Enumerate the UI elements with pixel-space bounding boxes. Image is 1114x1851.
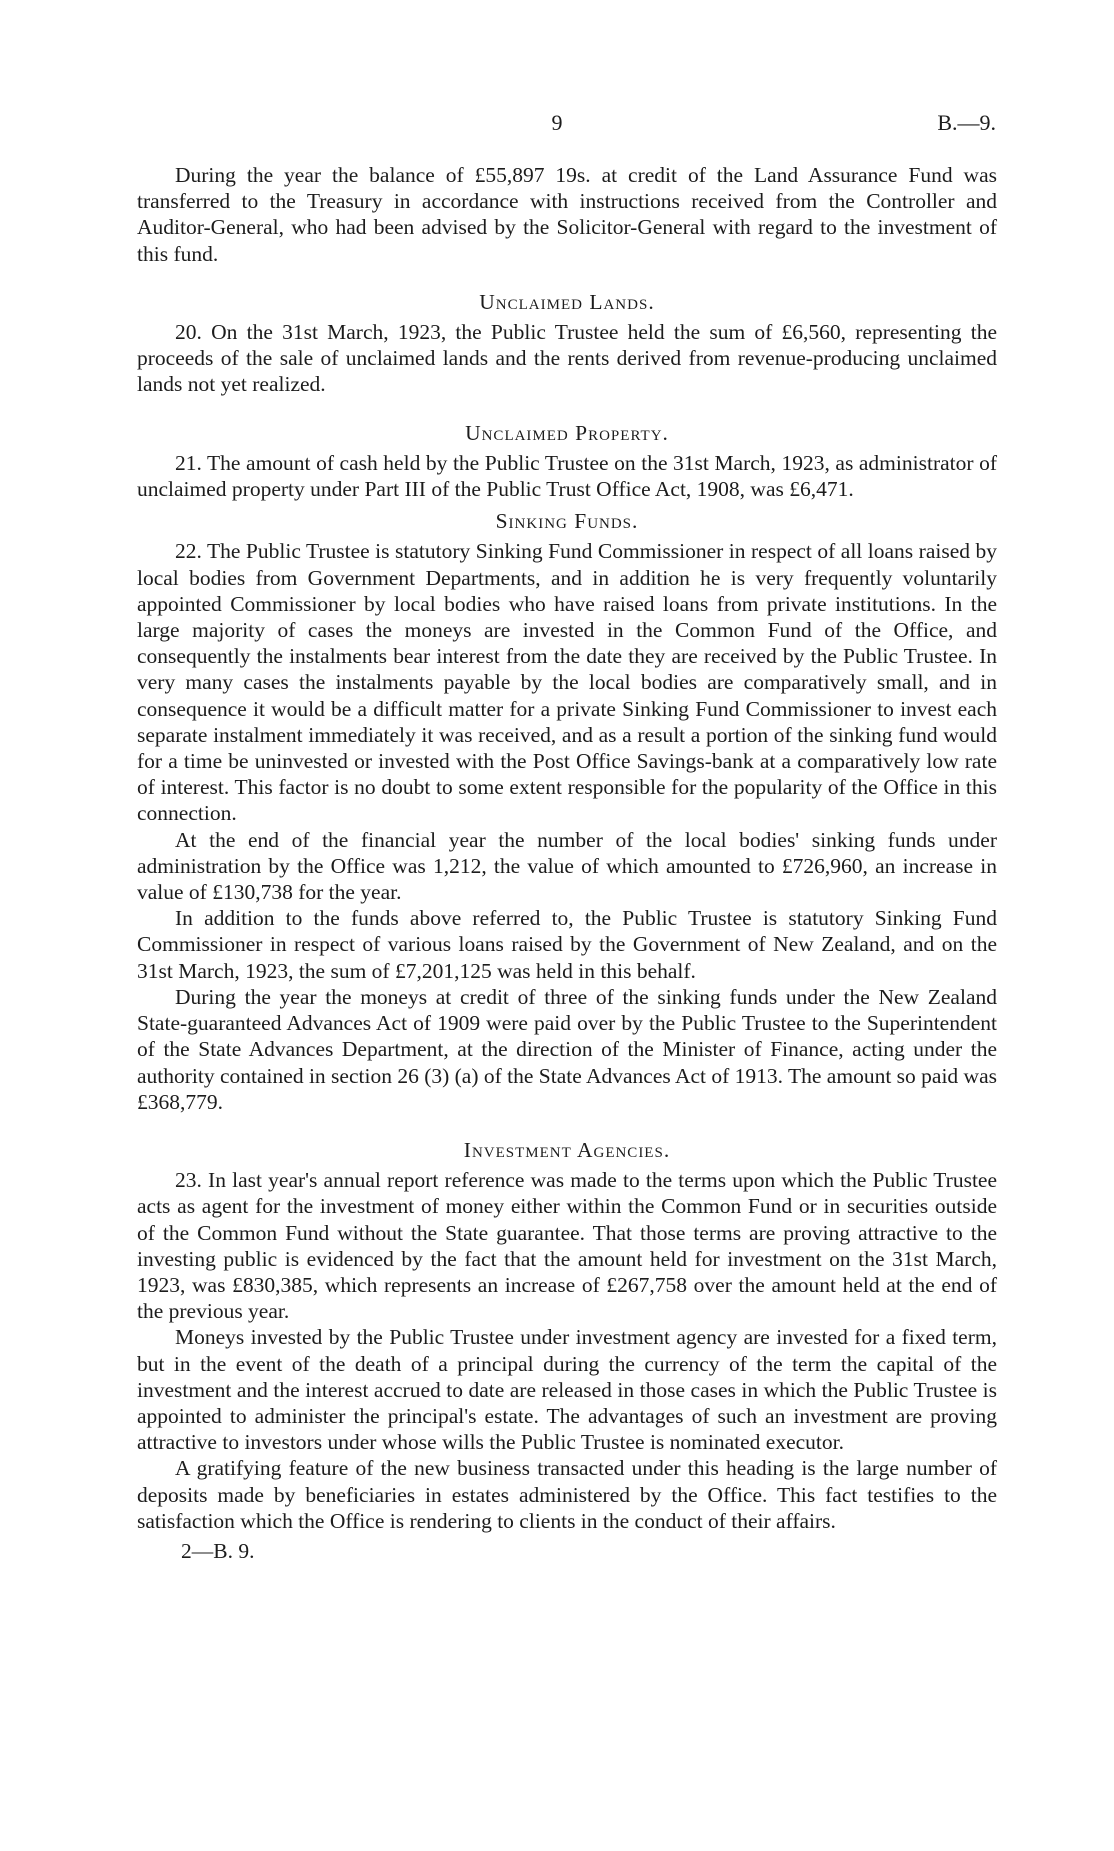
heading-investment-agencies: Investment Agencies. (463, 1137, 671, 1162)
intro-paragraph: During the year the balance of £55,897 19s. at credit of the Land Assurance Fund was transferred to the Treasury in accordance with instructions received from the Controller and Auditor-General, who had been advised by the Solicitor-General with regard to the investment of this fund. (137, 163, 997, 266)
paragraph-gratifying-feature: A gratifying feature of the new business transacted under this heading is the large number of deposits made by beneficiaries in estates administered by the Office. This fact testifies to the satisfaction which the Office is rendering to clients in the conduct of their affairs. (137, 1456, 997, 1533)
paragraph-23: 23. In last year's annual report reference was made to the terms upon which the Public Trustee acts as agent for the investment of money either within the Common Fund or in securities outside of the Common Fund without the State guarantee. That those terms are proving attractive to the investing public is evidenced by the fact that the amount held for investment on the 31st March, 1923, was £830,385, which represents an increase of £267,758 over the amount held at the end of the previous year. (137, 1168, 997, 1324)
paragraph-sinking-count: At the end of the financial year the number of the local bodies' sinking funds under administration by the Office was 1,212, the value of which amounted to £726,960, an increase in value of £130,738 for the year. (137, 827, 997, 905)
paragraph-government-loans: In addition to the funds above referred to, the Public Trustee is statutory Sinking Fund Commissioner in respect of various loans raised by the Government of New Zealand, and on the 31st March, 1923, the sum of £7,201,125 was held in this behalf. (137, 906, 997, 983)
page-reference: B.—9. (937, 110, 996, 135)
paragraph-fixed-term: Moneys invested by the Public Trustee under investment agency are invested for a fixed term, but in the event of the death of a principal during the currency of the term the capital of the investment and the interest accrued to date are released in those cases in which the Public Trustee is appointed to administer the principal's estate. The advantages of such an investment are proving attractive to investors under whose wills the Public Trustee is nominated executor. (137, 1325, 997, 1455)
signature-mark: 2—B. 9. (181, 1538, 255, 1563)
heading-unclaimed-property: Unclaimed Property. (465, 420, 669, 445)
paragraph-20: 20. On the 31st March, 1923, the Public Trustee held the sum of £6,560, representing the proceeds of the sale of unclaimed lands and the rents derived from revenue-producing unclaimed lands not yet realized. (137, 320, 997, 397)
page-number: 9 (551, 110, 563, 135)
heading-sinking-funds: Sinking Funds. (495, 509, 639, 534)
page-body (137, 162, 997, 1564)
paragraph-21: 21. The amount of cash held by the Public Trustee on the 31st March, 1923, as administrator of unclaimed property under Part III of the Public Trust Office Act, 1908, was £6,471. (137, 450, 997, 502)
paragraph-22: 22. The Public Trustee is statutory Sinking Fund Commissioner in respect of all loans raised by local bodies from Government Departments, and in addition he is very frequently voluntarily appointed Commissioner by local bodies who have raised loans from private institutions. In the large majority of cases the moneys are invested in the Common Fund of the Office, and consequently the instalments bear interest from the date they are received by the Public Trustee. In very many cases the instalments payable by the local bodies are comparatively small, and in consequence it would be a difficult matter for a private Sinking Fund Commissioner to invest each separate instalment immediately it was received, and as a result a portion of the sinking fund would for a time be uninvested or invested with the Post Office Savings-bank at a comparatively low rate of interest. This factor is no doubt to some extent responsible for the popularity of the Office in this connection. (137, 539, 997, 826)
heading-unclaimed-lands: Unclaimed Lands. (479, 289, 655, 314)
paragraph-state-advances: During the year the moneys at credit of three of the sinking funds under the New Zealand State-guaranteed Advances Act of 1909 were paid over by the Public Trustee to the Superintendent of the State Advances Department, at the direction of the Minister of Finance, acting under the authority contained in section 26 (3) (a) of the State Advances Act of 1913. The amount so paid was £368,779. (137, 984, 997, 1114)
